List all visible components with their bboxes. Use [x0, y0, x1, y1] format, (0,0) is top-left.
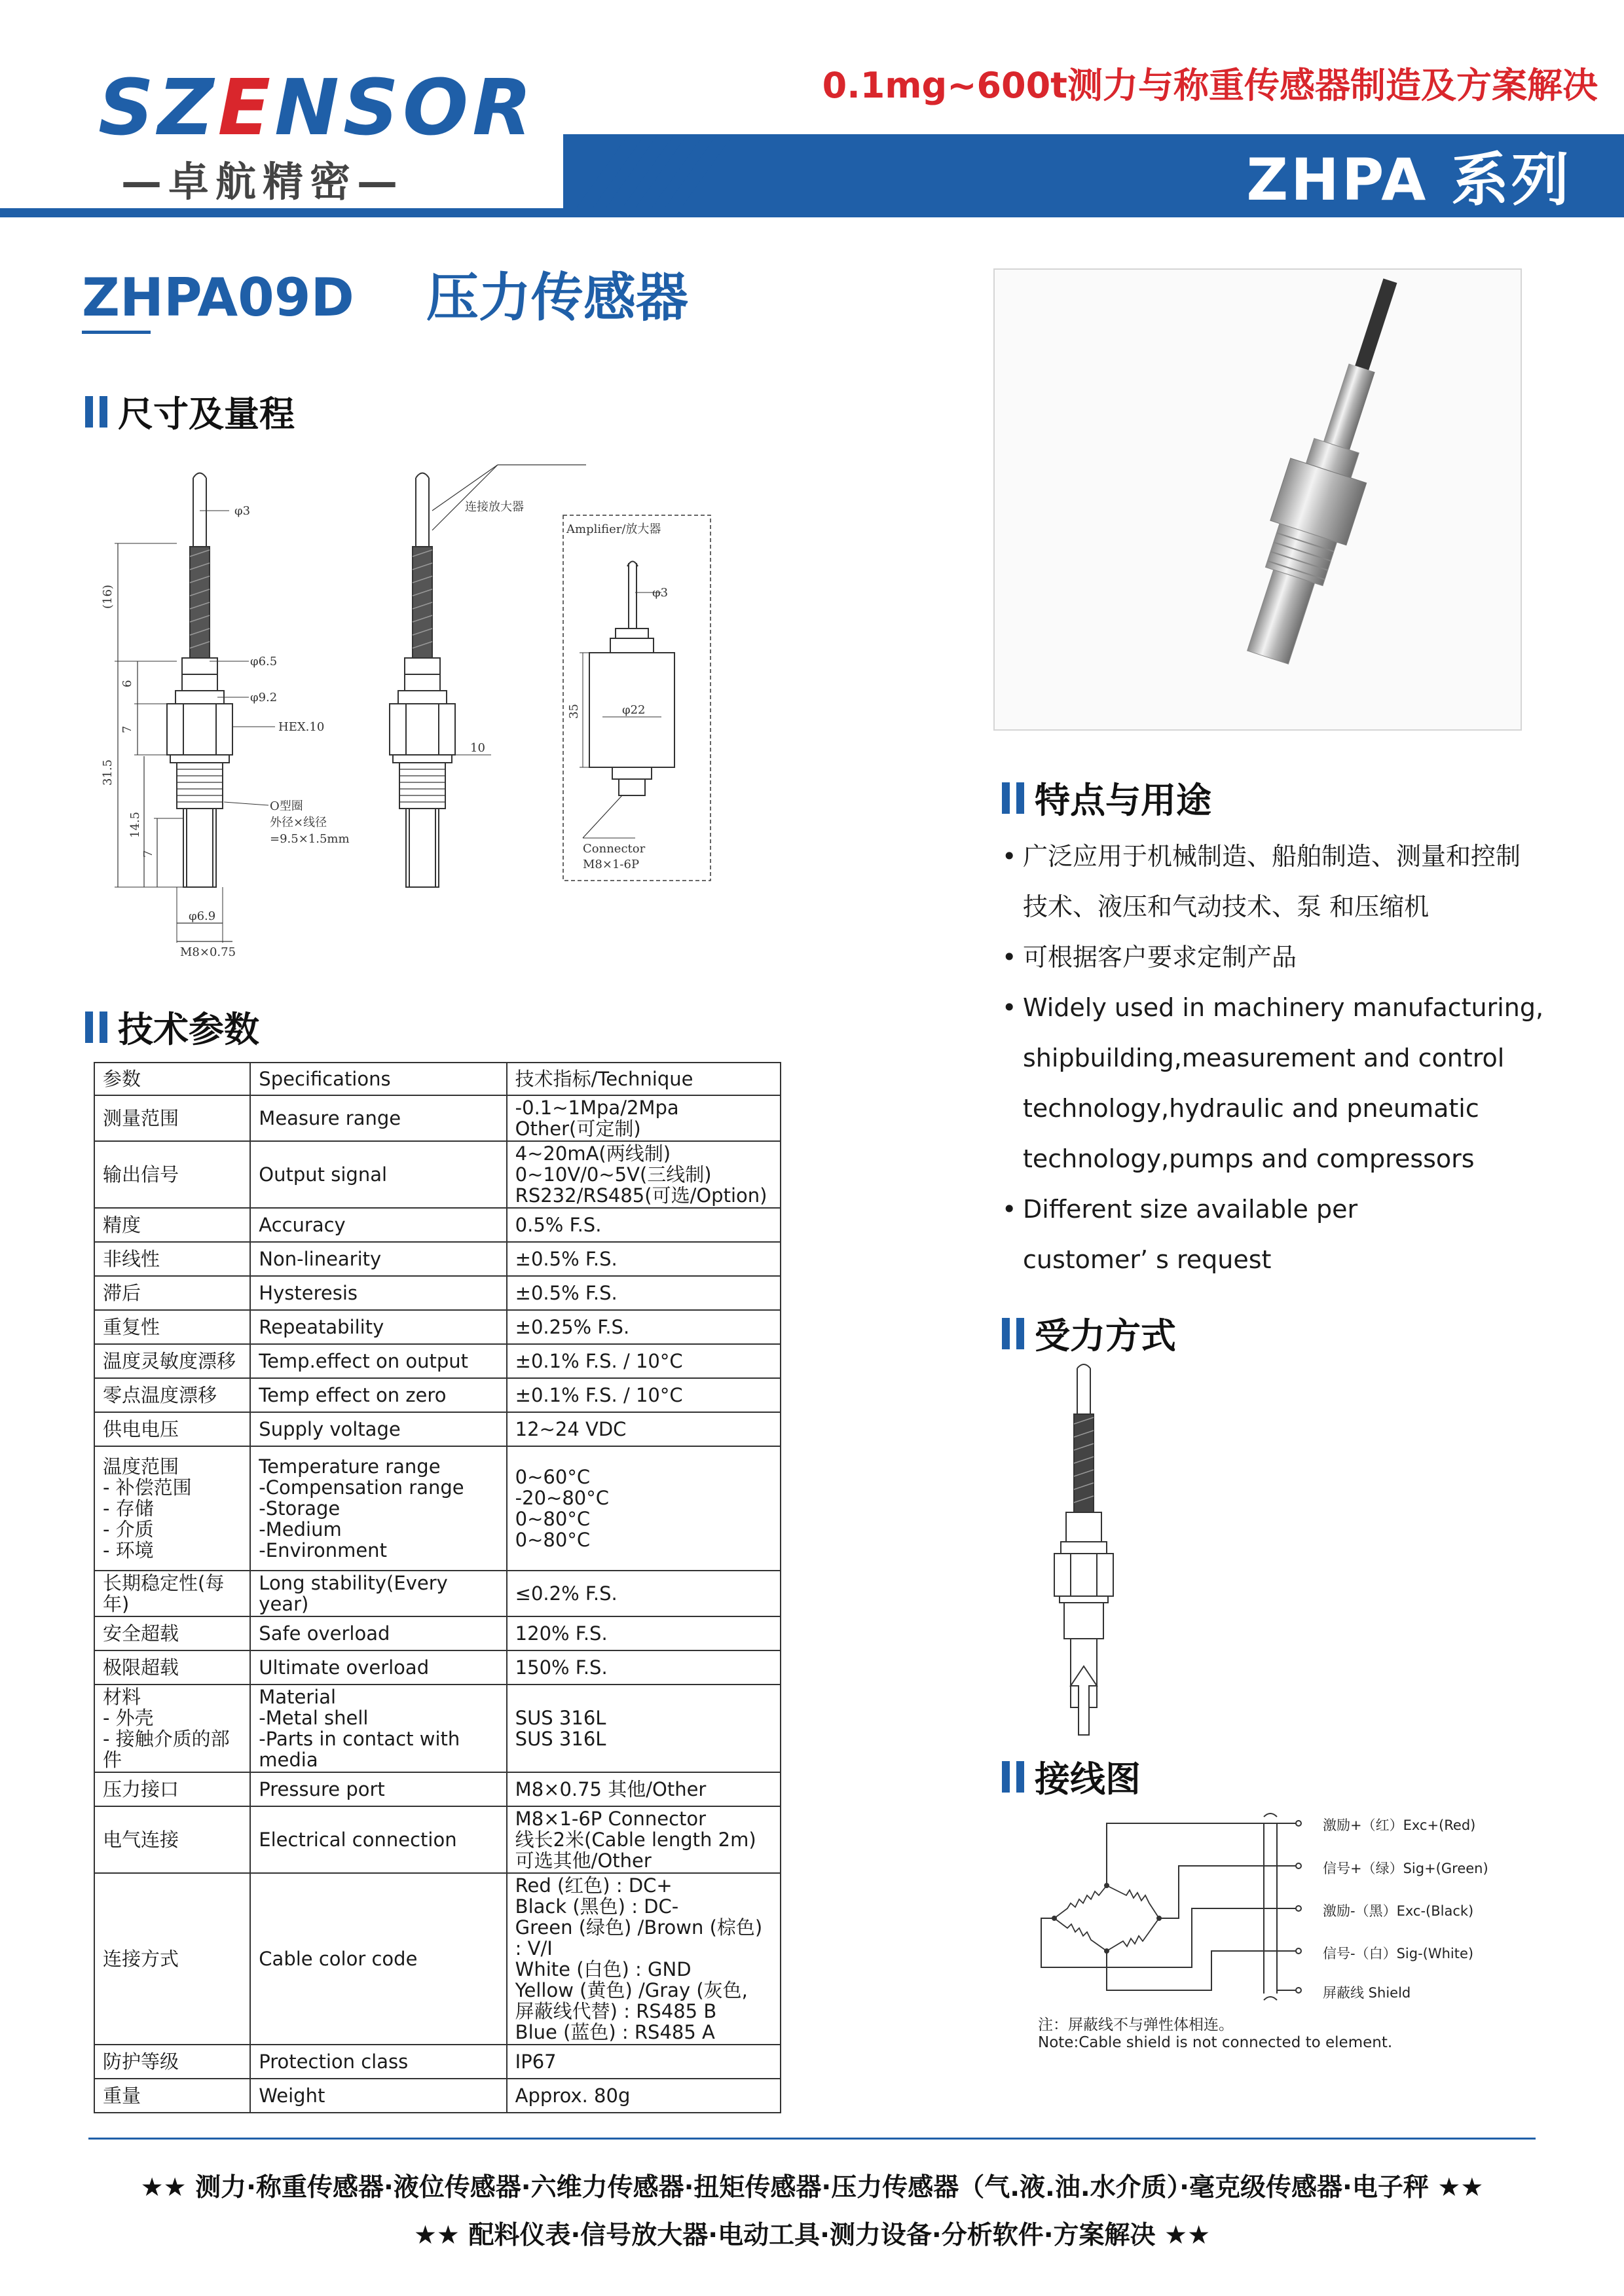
wire-label-exc-minus: 激励-（黑）Exc-(Black) [1323, 1903, 1474, 1919]
spec-cell-line: 150% F.S. [515, 1656, 608, 1679]
spec-cell-line: SUS 316L [515, 1728, 606, 1750]
dim-phi3: φ3 [234, 504, 251, 518]
spec-cell-c2 [250, 1378, 506, 1412]
wire-label-sig-minus: 信号-（白）Sig-(White) [1323, 1946, 1474, 1961]
spec-row [94, 1650, 781, 1685]
spec-cell-line: Output signal [259, 1163, 388, 1186]
spec-cell-line: 重复性 [103, 1316, 160, 1338]
spec-cell-c3 [507, 1873, 781, 2045]
feature-line: • 可根据客户要求定制产品 [1023, 943, 1297, 972]
dim-7b: 7 [141, 850, 155, 858]
dim-6: 6 [120, 680, 134, 687]
spec-cell-line: 温度灵敏度漂移 [103, 1350, 236, 1372]
dim-10: 10 [470, 741, 485, 755]
spec-cell-c1 [94, 1208, 250, 1242]
spec-cell-line: 材料 [103, 1686, 141, 1708]
spec-cell-c3 [507, 1650, 781, 1685]
spec-cell-c3 [507, 1806, 781, 1873]
spec-cell-line: 非线性 [103, 1248, 160, 1270]
spec-cell-c2 [250, 2045, 506, 2079]
product-name: 压力传感器 [426, 267, 688, 328]
spec-cell-c2 [250, 1412, 506, 1446]
header-tagline: 0.1mg~600t测力与称重传感器制造及方案解决 [822, 65, 1598, 106]
spec-cell-line: -Medium [259, 1518, 342, 1540]
spec-cell-line: 压力接口 [103, 1778, 179, 1800]
series-title: ZHPA 系列 [1246, 146, 1572, 213]
section-tech: 技术参数 [85, 1002, 259, 1052]
spec-cell-c1 [94, 1095, 250, 1141]
oring-label-1: O型圈 [270, 799, 303, 813]
feature-line: customer’ s request [1023, 1245, 1272, 1274]
spec-cell-line: Approx. 80g [515, 2085, 631, 2107]
spec-cell-line: Long stability(Every year) [259, 1572, 448, 1615]
spec-cell-line: Cable color code [259, 1948, 418, 1970]
spec-cell-c3 [507, 2045, 781, 2079]
spec-cell-line: ±0.25% F.S. [515, 1316, 630, 1338]
spec-cell-line: 0~60°C [515, 1466, 591, 1488]
spec-cell-c3 [507, 1344, 781, 1378]
spec-cell-line: -Parts in contact with media [259, 1728, 460, 1771]
dim-phi92: φ9.2 [250, 691, 278, 704]
spec-cell-line: 0~80°C [515, 1508, 591, 1530]
spec-row [94, 1412, 781, 1446]
spec-cell-c2 [250, 1650, 506, 1685]
dim-m8: M8×0.75 [180, 945, 236, 959]
spec-cell-c3 [507, 1685, 781, 1772]
spec-cell-line: ±0.1% F.S. / 10°C [515, 1384, 683, 1406]
spec-cell-line: 精度 [103, 1214, 141, 1236]
dim-hex: HEX.10 [278, 720, 325, 734]
spec-cell-c2 [250, 1310, 506, 1344]
spec-row [94, 1806, 781, 1873]
spec-row [94, 1063, 781, 1095]
spec-cell-line: 技术指标/Technique [515, 1068, 693, 1090]
spec-cell-c1 [94, 1873, 250, 2045]
spec-cell-line: Safe overload [259, 1622, 390, 1645]
spec-cell-line: -20~80°C [515, 1487, 609, 1509]
spec-cell-line: 120% F.S. [515, 1622, 608, 1645]
spec-cell-line: 0~80°C [515, 1529, 591, 1551]
feature-line: shipbuilding,measurement and control [1023, 1044, 1505, 1072]
footer-line-1: ★★ 测力·称重传感器·液位传感器·六维力传感器·扭矩传感器·压力传感器（气.液.油.水介质）·毫克级传感器·电子秤 ★★ [140, 2173, 1484, 2202]
dimension-drawing [79, 452, 733, 962]
dim-315: 31.5 [101, 759, 115, 786]
spec-cell-c3 [507, 1571, 781, 1616]
spec-cell-line: -Metal shell [259, 1707, 369, 1729]
feature-line: • 广泛应用于机械制造、船舶制造、测量和控制 [1023, 842, 1521, 871]
wire-label-exc-plus: 激励+（红）Exc+(Red) [1323, 1817, 1476, 1833]
spec-cell-c1 [94, 1063, 250, 1095]
spec-cell-line: -Storage [259, 1497, 341, 1520]
title-underline [82, 331, 151, 334]
spec-cell-c3 [507, 1276, 781, 1310]
spec-cell-c3 [507, 1378, 781, 1412]
spec-cell-line: Other(可定制) [515, 1118, 641, 1140]
spec-cell-line: IP67 [515, 2050, 557, 2073]
spec-cell-c1 [94, 1141, 250, 1208]
spec-cell-c1 [94, 1310, 250, 1344]
spec-cell-line: ≤0.2% F.S. [515, 1582, 618, 1605]
oring-label-2: 外径×线径 [270, 816, 327, 829]
spec-cell-line: 温度范围 [103, 1455, 179, 1478]
amp-phi22: φ22 [622, 703, 646, 717]
spec-cell-line: 参数 [103, 1068, 141, 1090]
spec-row [94, 1344, 781, 1378]
dim-145: 14.5 [128, 811, 142, 838]
spec-cell-c2 [250, 1063, 506, 1095]
spec-cell-line: -Compensation range [259, 1476, 464, 1499]
spec-cell-c2 [250, 2079, 506, 2113]
spec-cell-line: Non-linearity [259, 1248, 382, 1270]
spec-cell-line: White (白色) : GND [515, 1958, 692, 1980]
spec-cell-line: - 接触介质的部件 [103, 1728, 230, 1771]
spec-cell-c1 [94, 1276, 250, 1310]
spec-cell-c2 [250, 1344, 506, 1378]
spec-cell-c1 [94, 1650, 250, 1685]
spec-row [94, 1571, 781, 1616]
spec-cell-c2 [250, 1446, 506, 1571]
spec-cell-c1 [94, 1571, 250, 1616]
sensor-photo-illustration [995, 270, 1521, 729]
spec-cell-line: Ultimate overload [259, 1656, 430, 1679]
spec-cell-line: Protection class [259, 2050, 409, 2073]
wire-label-shield: 屏蔽线 Shield [1323, 1985, 1411, 2001]
spec-cell-line: 屏蔽线代替) : RS485 B [515, 2000, 717, 2022]
spec-cell-line: Yellow (黄色) /Gray (灰色, [515, 1979, 748, 2001]
spec-cell-line: ±0.1% F.S. / 10°C [515, 1350, 683, 1372]
feature-line: • Widely used in machinery manufacturing, [1023, 993, 1544, 1022]
spec-row [94, 1276, 781, 1310]
spec-cell-line: Pressure port [259, 1778, 385, 1800]
spec-cell-c2 [250, 1095, 506, 1141]
spec-cell-line: 极限超载 [103, 1656, 179, 1679]
spec-cell-c2 [250, 1276, 506, 1310]
spec-cell-line: Accuracy [259, 1214, 346, 1236]
spec-row [94, 1446, 781, 1571]
product-title [82, 255, 688, 331]
spec-cell-line: 重量 [103, 2085, 141, 2107]
spec-cell-line: - 介质 [103, 1518, 154, 1540]
spec-table [94, 1062, 781, 2113]
spec-cell-line: - 存储 [103, 1497, 154, 1520]
section-force: 受力方式 [1002, 1308, 1176, 1358]
feature-line: technology,pumps and compressors [1023, 1144, 1475, 1173]
spec-cell-c3 [507, 1310, 781, 1344]
spec-cell-c1 [94, 1378, 250, 1412]
spec-cell-line: 电气连接 [103, 1829, 179, 1851]
footer-line-2: ★★ 配料仪表·信号放大器·电动工具·测力设备·分析软件·方案解决 ★★ [413, 2221, 1211, 2250]
wire-label-sig-plus: 信号+（绿）Sig+(Green) [1323, 1861, 1488, 1876]
spec-cell-c1 [94, 1616, 250, 1650]
spec-cell-line: M8×0.75 其他/Other [515, 1778, 707, 1800]
spec-cell-line: Hysteresis [259, 1282, 358, 1304]
spec-cell-line: 线长2米(Cable length 2m) [515, 1829, 756, 1851]
spec-row [94, 1873, 781, 2045]
spec-cell-c1 [94, 1446, 250, 1571]
spec-cell-c2 [250, 1806, 506, 1873]
spec-cell-line: Temp effect on zero [259, 1384, 447, 1406]
spec-row [94, 1616, 781, 1650]
spec-cell-line: Weight [259, 2085, 325, 2107]
feature-item [1002, 1184, 1591, 1285]
spec-cell-line: 滞后 [103, 1282, 141, 1304]
spec-cell-c2 [250, 1772, 506, 1806]
spec-cell-c1 [94, 1772, 250, 1806]
spec-cell-line: 12~24 VDC [515, 1418, 627, 1440]
spec-cell-c1 [94, 1412, 250, 1446]
spec-cell-c1 [94, 2079, 250, 2113]
spec-cell-c2 [250, 1571, 506, 1616]
spec-cell-line: Blue (蓝色) : RS485 A [515, 2021, 715, 2043]
spec-cell-line: 0.5% F.S. [515, 1214, 602, 1236]
spec-cell-c2 [250, 1141, 506, 1208]
spec-cell-line: -Environment [259, 1539, 387, 1561]
spec-cell-line: 零点温度漂移 [103, 1384, 217, 1406]
dim-7a: 7 [120, 725, 134, 733]
spec-cell-line: - 外壳 [103, 1707, 154, 1729]
spec-row [94, 1242, 781, 1276]
spec-cell-line: Black (黑色) : DC- [515, 1895, 679, 1918]
wiring-note: 注：屏蔽线不与弹性体相连。 Note:Cable shield is not connected to element. [1038, 2016, 1393, 2051]
spec-cell-line: Supply voltage [259, 1418, 401, 1440]
spec-cell-c1 [94, 1242, 250, 1276]
spec-cell-c3 [507, 1063, 781, 1095]
spec-cell-line: SUS 316L [515, 1707, 606, 1729]
company-logo-cn: —卓航精密— [121, 158, 405, 206]
amp-title: Amplifier/放大器 [566, 522, 661, 536]
section-wiring: 接线图 [1002, 1751, 1141, 1802]
spec-cell-line: Red (红色) : DC+ [515, 1874, 673, 1897]
spec-row [94, 1685, 781, 1772]
spec-cell-c1 [94, 1685, 250, 1772]
spec-cell-c3 [507, 1141, 781, 1208]
wiring-diagram [1028, 1804, 1356, 2013]
spec-cell-line: 可选其他/Other [515, 1850, 652, 1872]
dim-phi65: φ6.5 [250, 655, 278, 668]
spec-cell-line: Temp.effect on output [259, 1350, 468, 1372]
spec-cell-line: Material [259, 1686, 337, 1708]
force-arrow-icon [1064, 1663, 1103, 1741]
spec-cell-line: Temperature range [259, 1455, 441, 1478]
oring-label-3: =9.5×1.5mm [270, 832, 350, 846]
product-photo [993, 268, 1522, 731]
spec-cell-line: ±0.5% F.S. [515, 1248, 618, 1270]
spec-row [94, 2079, 781, 2113]
spec-cell-line: 测量范围 [103, 1107, 179, 1129]
spec-cell-line: ±0.5% F.S. [515, 1282, 618, 1304]
feature-item [1002, 831, 1591, 932]
spec-cell-line: 4~20mA(两线制) [515, 1142, 671, 1165]
amp-phi3: φ3 [652, 586, 669, 600]
section-dimensions: 尺寸及量程 [85, 386, 295, 437]
feature-item [1002, 983, 1591, 1184]
section-features: 特点与用途 [1002, 773, 1211, 823]
spec-cell-line: 安全超载 [103, 1622, 179, 1645]
amp-35: 35 [567, 704, 581, 719]
spec-cell-c3 [507, 1616, 781, 1650]
spec-cell-c1 [94, 2045, 250, 2079]
spec-cell-line: Repeatability [259, 1316, 384, 1338]
spec-cell-line: 输出信号 [103, 1163, 179, 1186]
spec-cell-c2 [250, 1208, 506, 1242]
spec-cell-line: 防护等级 [103, 2050, 179, 2073]
spec-cell-line: 0~10V/0~5V(三线制) [515, 1163, 712, 1186]
spec-cell-line: 连接方式 [103, 1948, 179, 1970]
feature-line: 技术、液压和气动技术、泵 和压缩机 [1023, 892, 1430, 921]
spec-cell-line: 长期稳定性(每年) [103, 1572, 225, 1615]
feature-line: • Different size available per [1023, 1195, 1358, 1224]
footer-rule [88, 2138, 1536, 2140]
spec-cell-c3 [507, 1242, 781, 1276]
spec-cell-line: Measure range [259, 1107, 401, 1129]
spec-cell-line: -0.1~1Mpa/2Mpa [515, 1097, 679, 1119]
connector-label-1: Connector [583, 842, 646, 856]
spec-cell-line: Electrical connection [259, 1829, 457, 1851]
spec-row [94, 1772, 781, 1806]
spec-cell-c3 [507, 1772, 781, 1806]
spec-cell-c3 [507, 1095, 781, 1141]
spec-cell-line: - 补偿范围 [103, 1476, 192, 1499]
spec-cell-line: Specifications [259, 1068, 391, 1090]
dim-16: (16) [101, 585, 115, 609]
spec-cell-c2 [250, 1873, 506, 2045]
connector-label-2: M8×1-6P [583, 858, 640, 871]
spec-row [94, 2045, 781, 2079]
spec-cell-line: - 环境 [103, 1539, 154, 1561]
spec-cell-c2 [250, 1616, 506, 1650]
spec-cell-c2 [250, 1685, 506, 1772]
spec-row [94, 1095, 781, 1141]
feature-item [1002, 932, 1591, 983]
spec-row [94, 1208, 781, 1242]
dim-phi69: φ6.9 [189, 909, 216, 923]
spec-cell-line: Green (绿色) /Brown (棕色) : V/I [515, 1916, 763, 1959]
spec-cell-c2 [250, 1242, 506, 1276]
amp-connect-label: 连接放大器 [465, 500, 524, 514]
spec-cell-line: RS232/RS485(可选/Option) [515, 1184, 767, 1207]
spec-row [94, 1141, 781, 1208]
spec-cell-line: 供电电压 [103, 1418, 179, 1440]
spec-cell-line: M8×1-6P Connector [515, 1808, 707, 1830]
spec-row [94, 1310, 781, 1344]
feature-line: technology,hydraulic and pneumatic [1023, 1094, 1479, 1123]
spec-cell-c3 [507, 1208, 781, 1242]
spec-cell-c3 [507, 1446, 781, 1571]
spec-cell-c3 [507, 2079, 781, 2113]
spec-cell-c1 [94, 1806, 250, 1873]
spec-cell-c3 [507, 1412, 781, 1446]
spec-row [94, 1378, 781, 1412]
features-list [1002, 831, 1591, 1285]
spec-cell-c1 [94, 1344, 250, 1378]
product-model: ZHPA09D [82, 267, 354, 328]
company-logo: SZENSOR [98, 62, 536, 153]
